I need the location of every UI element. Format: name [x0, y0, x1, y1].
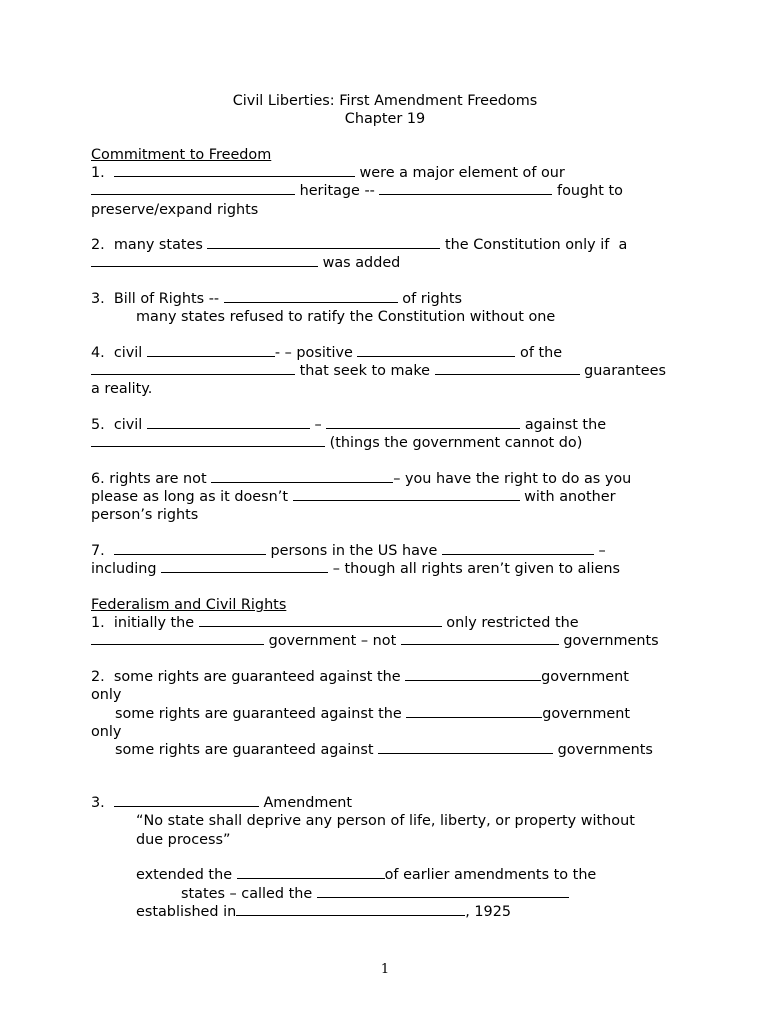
question-7-line-1: 7. persons in the US have – — [91, 543, 606, 560]
federalism-2-line-3: some rights are guaranteed against the government — [115, 705, 630, 722]
page-title: Civil Liberties: First Amendment Freedoms — [232, 93, 538, 109]
page-subtitle: Chapter 19 — [344, 111, 426, 128]
question-4-line-3: a reality. — [91, 381, 153, 398]
federalism-2-line-5: some rights are guaranteed against governments — [115, 741, 653, 758]
section-heading-commitment: Commitment to Freedom — [91, 146, 272, 163]
federalism-2-line-4: only — [91, 723, 122, 740]
question-6-line-1: 6. rights are not – you have the right to do as you — [91, 471, 632, 488]
federalism-1-line-2: government – not governments — [91, 632, 691, 650]
page-number: 1 — [380, 962, 390, 977]
question-1-line-3: preserve/expand rights — [91, 201, 259, 218]
question-1-line-2: heritage -- fought to — [91, 182, 691, 200]
question-4-line-2: that seek to make guarantees — [91, 362, 691, 380]
question-3-line-1: 3. Bill of Rights -- of rights — [91, 291, 463, 308]
federalism-3-line-4: extended the of earlier amendments to the — [136, 867, 597, 884]
question-1-line-1: 1. were a major element of our — [91, 165, 565, 182]
question-2-line-2: was added — [91, 254, 691, 272]
federalism-3-line-5: states – called the — [91, 885, 691, 903]
question-5-line-2: (things the government cannot do) — [91, 434, 691, 452]
question-6-line-2: please as long as it doesn’t with another — [91, 489, 616, 506]
section-heading-federalism: Federalism and Civil Rights — [91, 597, 287, 614]
federalism-1-line-1: 1. initially the only restricted the — [91, 615, 579, 632]
question-5-line-1: 5. civil – against the — [91, 417, 607, 434]
worksheet-page — [91, 92, 691, 921]
question-3-line-2: many states refused to ratify the Constitution without one — [136, 309, 556, 326]
question-7-line-2: including – though all rights aren’t given to aliens — [91, 561, 620, 578]
federalism-3-quote-1: “No state shall deprive any person of life, liberty, or property without — [136, 813, 635, 830]
federalism-3-line-6: established in , 1925 — [136, 903, 512, 920]
question-6-line-3: person’s rights — [91, 507, 199, 524]
federalism-3-line-1: 3. Amendment — [91, 795, 353, 812]
federalism-3-quote-2: due process” — [136, 831, 231, 848]
federalism-2-line-1: 2. some rights are guaranteed against the government — [91, 669, 629, 686]
question-4-line-1: 4. civil - – positive of the — [91, 345, 563, 362]
question-2-line-1: 2. many states the Constitution only if a — [91, 237, 628, 254]
federalism-2-line-2: only — [91, 687, 122, 704]
